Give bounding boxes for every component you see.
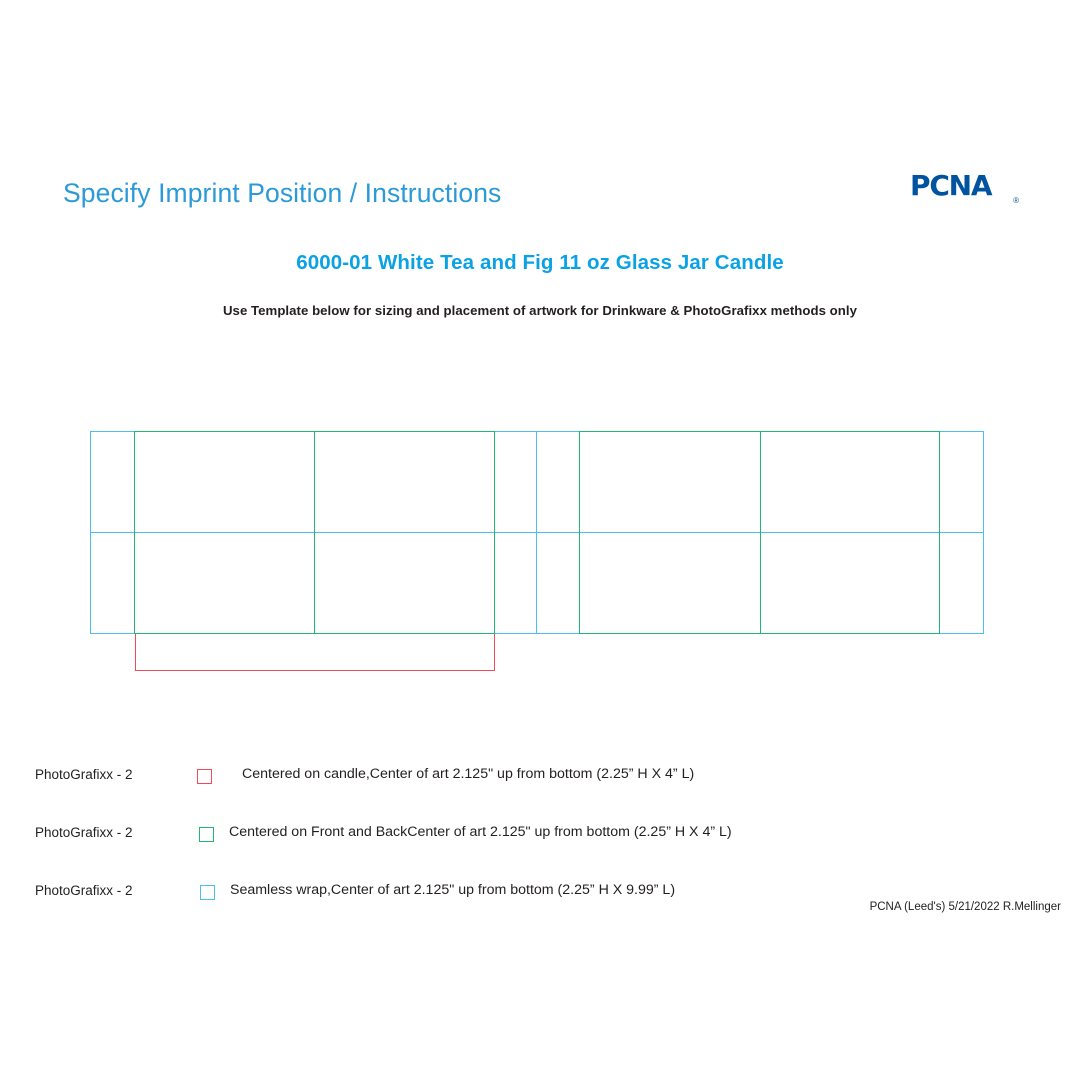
- legend-method-label: PhotoGrafixx - 2: [35, 825, 133, 840]
- cyan-seam-line-2: [536, 431, 537, 634]
- green-panel-right-center: [760, 431, 761, 634]
- legend-row: [35, 815, 1045, 873]
- legend-description: Centered on Front and BackCenter of art 2.125" up from bottom (2.25” H X 4” L): [229, 824, 732, 840]
- red-bracket-bottom: [135, 670, 495, 671]
- pcna-logo: [910, 169, 1019, 206]
- legend-description: Centered on candle,Center of art 2.125" up from bottom (2.25” H X 4” L): [242, 766, 695, 782]
- legend-description: Seamless wrap,Center of art 2.125" up from bottom (2.25” H X 9.99” L): [230, 882, 676, 898]
- green-panel-right-right-edge: [939, 431, 940, 634]
- green-panel-left-center: [314, 431, 315, 634]
- imprint-template-diagram: [90, 431, 984, 634]
- green-panel-right-edge: [579, 431, 580, 634]
- green-panel-left-edge: [134, 431, 135, 634]
- product-title: 6000-01 White Tea and Fig 11 oz Glass Jar Candle: [296, 251, 784, 274]
- legend-method-label: PhotoGrafixx - 2: [35, 767, 133, 782]
- logo-wordmark: PCNA: [910, 169, 992, 202]
- footer-credit: PCNA (Leed's) 5/21/2022 R.Mellinger: [869, 901, 1061, 913]
- green-panel-left-right-edge: [494, 431, 495, 634]
- cyan-center-line: [90, 532, 984, 533]
- red-bracket-left: [135, 634, 136, 671]
- page-title: Specify Imprint Position / Instructions: [63, 178, 502, 208]
- logo-trademark-icon: ®: [1013, 196, 1019, 205]
- cyan-swatch-icon: [200, 885, 215, 900]
- usage-note: Use Template below for sizing and placement of artwork for Drinkware & PhotoGrafixx methods only: [222, 303, 857, 318]
- legend-method-label: PhotoGrafixx - 2: [35, 883, 133, 898]
- red-bracket-right: [494, 634, 495, 671]
- red-swatch-icon: [197, 769, 212, 784]
- legend-row: [35, 757, 1045, 815]
- red-imprint-bracket: [135, 634, 495, 671]
- green-swatch-icon: [199, 827, 214, 842]
